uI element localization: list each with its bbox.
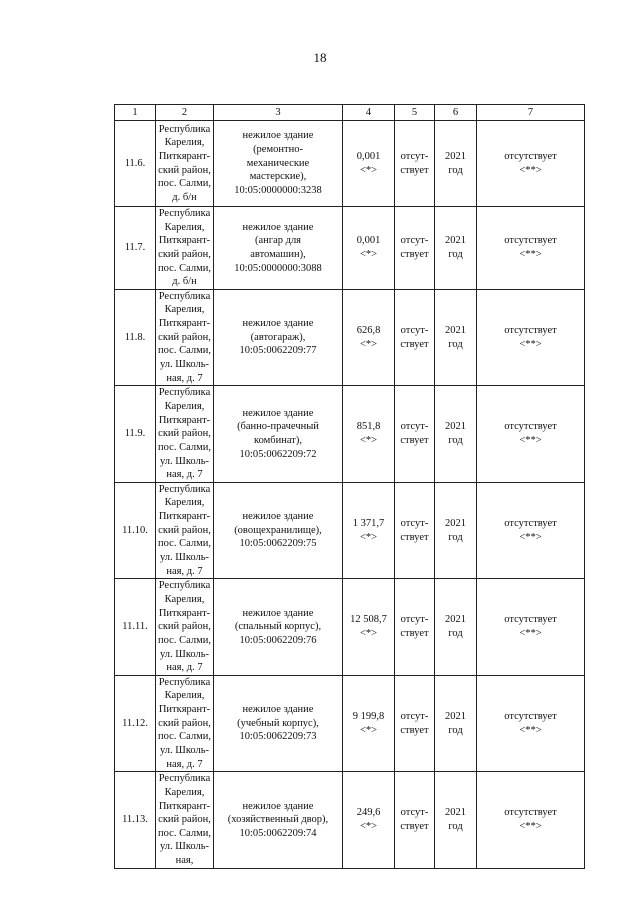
area-line: <*>: [359, 531, 378, 543]
address-line: ул. Школь-: [159, 648, 210, 660]
address-line: Питкярант-: [158, 414, 211, 426]
address-line: пос. Салми,: [158, 178, 211, 190]
object-cell: [214, 772, 343, 868]
availability-cell: [395, 482, 435, 578]
address-line: ул. Школь-: [159, 552, 210, 564]
area-cell: [343, 482, 395, 578]
year-line: 2021: [445, 614, 466, 626]
year-line: 2021: [445, 235, 466, 247]
header-cell-2: 2: [156, 105, 214, 121]
address-line: ский район,: [158, 331, 211, 343]
year-cell: [435, 675, 477, 771]
address-line: пос. Салми,: [158, 827, 211, 839]
address-cell: [156, 386, 214, 482]
area-line: <*>: [359, 338, 378, 350]
address-line: ная, д. 7: [166, 565, 203, 577]
object-line: (автогараж),: [250, 331, 306, 343]
object-cell: [214, 121, 343, 207]
table-row: [115, 579, 585, 675]
address-line: ский район,: [158, 524, 211, 536]
address-line: ул. Школь-: [159, 359, 210, 371]
availability-line: ствует: [400, 435, 429, 447]
encumbrance-line: <**>: [519, 248, 542, 260]
area-line: 12 508,7: [350, 614, 387, 626]
area-cell: [343, 289, 395, 385]
availability-line: ствует: [400, 724, 429, 736]
object-line: автомашин),: [250, 248, 306, 260]
encumbrance-line: <**>: [519, 628, 542, 640]
address-line: пос. Салми,: [158, 345, 211, 357]
encumbrance-cell: [477, 675, 585, 771]
object-line: нежилое здание: [242, 704, 314, 716]
year-line: 2021: [445, 807, 466, 819]
area-line: <*>: [359, 435, 378, 447]
object-line: нежилое здание: [242, 318, 314, 330]
encumbrance-cell: [477, 207, 585, 290]
availability-cell: [395, 121, 435, 207]
area-line: <*>: [359, 628, 378, 640]
object-line: механические: [246, 157, 310, 169]
year-line: год: [448, 531, 463, 543]
address-line: ский район,: [158, 164, 211, 176]
object-cell: [214, 386, 343, 482]
year-line: 2021: [445, 421, 466, 433]
availability-line: ствует: [400, 531, 429, 543]
address-cell: [156, 289, 214, 385]
address-line: Питкярант-: [158, 150, 211, 162]
address-cell: [156, 579, 214, 675]
address-line: ная,: [175, 855, 194, 867]
year-cell: [435, 772, 477, 868]
address-line: Питкярант-: [158, 318, 211, 330]
object-cell: [214, 675, 343, 771]
header-cell-1: 1: [115, 105, 156, 121]
area-line: <*>: [359, 724, 378, 736]
address-line: Республика: [158, 580, 211, 592]
object-line: нежилое здание: [242, 511, 314, 523]
year-line: год: [448, 724, 463, 736]
object-line: нежилое здание: [242, 407, 314, 419]
address-line: Карелия,: [164, 497, 205, 509]
address-line: ная, д. 7: [166, 372, 203, 384]
year-line: 2021: [445, 150, 466, 162]
address-line: ул. Школь-: [159, 455, 210, 467]
address-line: Карелия,: [164, 786, 205, 798]
availability-line: отсут-: [400, 235, 429, 247]
encumbrance-cell: [477, 386, 585, 482]
address-line: ул. Школь-: [159, 841, 210, 853]
address-line: ский район,: [158, 428, 211, 440]
encumbrance-cell: [477, 772, 585, 868]
area-cell: [343, 772, 395, 868]
encumbrance-line: <**>: [519, 531, 542, 543]
address-line: Республика: [158, 676, 211, 688]
year-line: год: [448, 821, 463, 832]
address-line: Карелия,: [164, 400, 205, 412]
area-line: 249,6: [356, 807, 381, 819]
encumbrance-line: <**>: [519, 435, 542, 447]
address-line: Питкярант-: [158, 511, 211, 523]
availability-cell: [395, 675, 435, 771]
area-cell: [343, 121, 395, 207]
row-number-cell: 11.7.: [115, 207, 156, 290]
table-header-row: [115, 105, 585, 121]
object-line: 10:05:0062209:77: [239, 345, 317, 357]
encumbrance-line: <**>: [519, 164, 542, 176]
table-row: [115, 482, 585, 578]
object-line: (банно-прачечный: [237, 421, 319, 433]
encumbrance-cell: [477, 121, 585, 207]
row-number-cell: 11.8.: [115, 289, 156, 385]
header-cell-5: 5: [395, 105, 435, 121]
area-cell: [343, 579, 395, 675]
availability-line: отсут-: [400, 150, 429, 162]
area-line: 1 371,7: [352, 517, 385, 529]
area-line: 851,8: [356, 421, 381, 433]
table-row: [115, 675, 585, 771]
availability-line: ствует: [400, 164, 429, 176]
row-number-cell: 11.6.: [115, 121, 156, 207]
address-line: ная, д. 7: [166, 662, 203, 674]
address-line: Карелия,: [164, 593, 205, 605]
area-line: 0,001: [356, 235, 381, 247]
row-number-cell: 11.13.: [115, 772, 156, 868]
area-cell: [343, 386, 395, 482]
availability-line: ствует: [400, 628, 429, 640]
area-cell: [343, 675, 395, 771]
address-line: Республика: [158, 773, 211, 785]
year-line: год: [448, 435, 463, 447]
property-table: [114, 104, 585, 869]
header-cell-3: 3: [214, 105, 343, 121]
address-line: ул. Школь-: [159, 744, 210, 756]
encumbrance-cell: [477, 482, 585, 578]
object-line: 10:05:0062209:72: [239, 448, 317, 460]
availability-cell: [395, 289, 435, 385]
area-line: 626,8: [356, 324, 381, 336]
availability-cell: [395, 207, 435, 290]
availability-line: отсут-: [400, 614, 429, 626]
object-line: мастерские),: [249, 171, 307, 183]
object-line: 10:05:0062209:73: [239, 731, 317, 743]
address-cell: [156, 121, 214, 207]
object-line: (ангар для: [254, 235, 302, 247]
encumbrance-cell: [477, 289, 585, 385]
availability-cell: [395, 579, 435, 675]
address-line: Республика: [158, 290, 211, 302]
area-line: <*>: [359, 248, 378, 260]
year-line: год: [448, 248, 463, 260]
encumbrance-line: отсутствует: [504, 324, 557, 336]
object-cell: [214, 207, 343, 290]
address-cell: [156, 207, 214, 290]
address-line: д. б/н: [172, 276, 197, 288]
availability-line: отсут-: [400, 517, 429, 529]
address-line: ский район,: [158, 717, 211, 729]
table-body: [115, 105, 585, 869]
encumbrance-line: отсутствует: [504, 421, 557, 433]
row-number-cell: 11.9.: [115, 386, 156, 482]
object-cell: [214, 289, 343, 385]
header-cell-4: 4: [343, 105, 395, 121]
object-line: (хозяйственный двор),: [227, 814, 329, 826]
header-cell-6: 6: [435, 105, 477, 121]
area-cell: [343, 207, 395, 290]
encumbrance-cell: [477, 579, 585, 675]
object-line: (овощехранилище),: [234, 524, 322, 536]
object-line: нежилое здание: [242, 607, 314, 619]
address-line: Карелия,: [164, 137, 205, 149]
object-cell: [214, 482, 343, 578]
year-cell: [435, 289, 477, 385]
year-cell: [435, 579, 477, 675]
availability-line: отсут-: [400, 324, 429, 336]
year-line: 2021: [445, 710, 466, 722]
address-line: пос. Салми,: [158, 538, 211, 550]
encumbrance-line: отсутствует: [504, 235, 557, 247]
year-cell: [435, 121, 477, 207]
address-line: пос. Салми,: [158, 262, 211, 274]
year-line: год: [448, 628, 463, 640]
area-line: <*>: [359, 164, 378, 176]
address-line: д. б/н: [172, 191, 197, 203]
address-cell: [156, 772, 214, 868]
address-line: Республика: [158, 483, 211, 495]
page-number: 18: [313, 50, 327, 65]
encumbrance-line: отсутствует: [504, 517, 557, 529]
address-line: ский район,: [158, 621, 211, 633]
address-cell: [156, 482, 214, 578]
address-line: Республика: [158, 387, 211, 399]
encumbrance-line: <**>: [519, 724, 542, 736]
address-line: пос. Салми,: [158, 441, 211, 453]
address-line: ная, д. 7: [166, 758, 203, 770]
encumbrance-line: <**>: [519, 821, 542, 832]
encumbrance-line: отсутствует: [504, 807, 557, 819]
table-row: [115, 772, 585, 868]
address-line: Республика: [158, 208, 211, 219]
object-line: нежилое здание: [242, 221, 314, 233]
table-row: [115, 386, 585, 482]
object-line: 10:05:0000000:3238: [234, 184, 322, 196]
availability-line: ствует: [400, 338, 429, 350]
encumbrance-line: отсутствует: [504, 710, 557, 722]
address-cell: [156, 675, 214, 771]
availability-cell: [395, 386, 435, 482]
address-line: Питкярант-: [158, 800, 211, 812]
table-row: [115, 121, 585, 207]
address-line: Питкярант-: [158, 704, 211, 716]
year-cell: [435, 207, 477, 290]
object-line: (ремонтно-: [253, 144, 303, 156]
object-line: 10:05:0062209:75: [239, 538, 317, 550]
row-number-cell: 11.12.: [115, 675, 156, 771]
availability-line: отсут-: [400, 710, 429, 722]
year-cell: [435, 386, 477, 482]
object-line: 10:05:0062209:74: [239, 827, 317, 839]
address-line: пос. Салми,: [158, 634, 211, 646]
address-line: Республика: [158, 123, 211, 135]
object-line: нежилое здание: [242, 130, 314, 142]
area-line: 0,001: [356, 150, 381, 162]
table-row: [115, 207, 585, 290]
availability-cell: [395, 772, 435, 868]
address-line: ная, д. 7: [166, 469, 203, 481]
year-line: 2021: [445, 517, 466, 529]
row-number-cell: 11.11.: [115, 579, 156, 675]
encumbrance-line: отсутствует: [504, 150, 557, 162]
address-line: пос. Салми,: [158, 731, 211, 743]
availability-line: ствует: [400, 821, 429, 832]
address-line: Питкярант-: [158, 607, 211, 619]
object-line: комбинат),: [254, 435, 302, 447]
address-line: Питкярант-: [158, 235, 211, 247]
availability-line: ствует: [400, 248, 429, 260]
availability-line: отсут-: [400, 807, 429, 819]
area-line: 9 199,8: [352, 710, 385, 722]
table-row: [115, 289, 585, 385]
address-line: ский район,: [158, 814, 211, 826]
encumbrance-line: <**>: [519, 338, 542, 350]
encumbrance-line: отсутствует: [504, 614, 557, 626]
year-cell: [435, 482, 477, 578]
address-line: ский район,: [158, 248, 211, 260]
year-line: год: [448, 164, 463, 176]
header-cell-7: 7: [477, 105, 585, 121]
object-line: (учебный корпус),: [237, 717, 319, 729]
object-line: 10:05:0062209:76: [239, 634, 317, 646]
availability-line: отсут-: [400, 421, 429, 433]
object-line: (спальный корпус),: [234, 621, 322, 633]
object-line: 10:05:0000000:3088: [234, 262, 322, 274]
address-line: Карелия,: [164, 221, 205, 233]
object-line: нежилое здание: [242, 800, 314, 812]
row-number-cell: 11.10.: [115, 482, 156, 578]
address-line: Карелия,: [164, 690, 205, 702]
year-line: 2021: [445, 324, 466, 336]
area-line: <*>: [359, 821, 378, 832]
address-line: Карелия,: [164, 304, 205, 316]
year-line: год: [448, 338, 463, 350]
object-cell: [214, 579, 343, 675]
